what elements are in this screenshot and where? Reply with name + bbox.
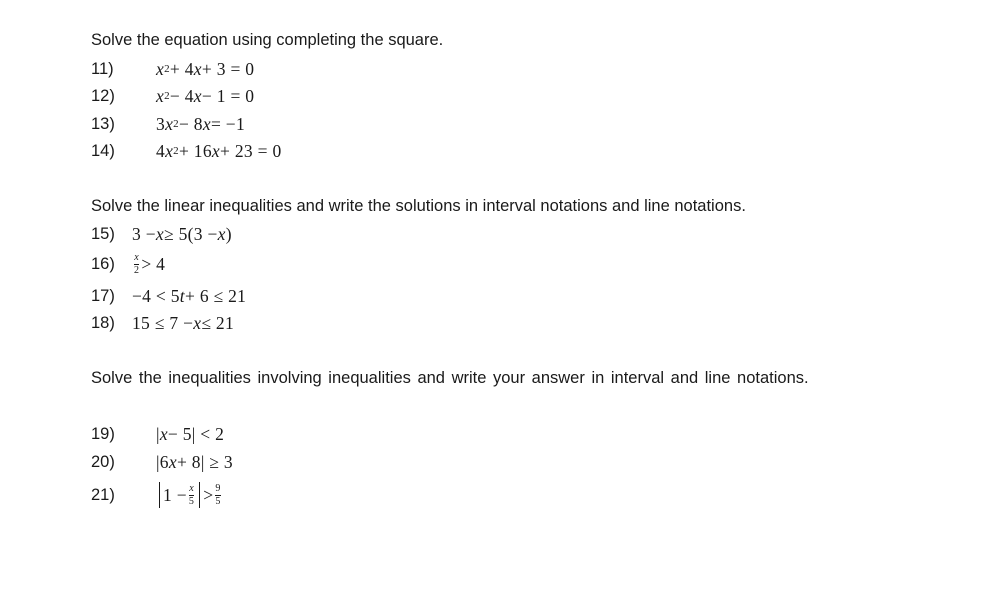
problem-expression: x 2 + 4 x + 3 = 0 (156, 58, 255, 79)
absolute-value-bar-right (199, 482, 200, 508)
problem-expression: 3 x 2 − 8 x = −1 (156, 113, 246, 134)
problem-expression: 4 x 2 + 16 x + 23 = 0 (156, 140, 282, 161)
problem-11 (91, 56, 255, 82)
problem-number: 14) (91, 141, 115, 160)
problem-21 (91, 482, 221, 508)
problem-16 (91, 251, 166, 277)
problem-expression: | x − 5| < 2 (156, 423, 225, 444)
section-2-heading: Solve the linear inequalities and write the solutions in interval notations and line notations. (91, 197, 746, 215)
problem-15 (91, 221, 232, 247)
problem-expression: x 2 − 4 x − 1 = 0 (156, 85, 255, 106)
problem-expression: −4 < 5 t + 6 ≤ 21 (132, 285, 247, 306)
problem-number: 11) (91, 59, 114, 78)
fraction: $\frac{x}{2}$ (134, 251, 140, 276)
problem-18 (91, 310, 235, 336)
problem-expression: 1 − $\frac{x}{5}$ > $\frac{9}{5}$ (156, 482, 223, 508)
section-3-heading: Solve the inequalities involving inequalities and write your answer in interval and line notations. (91, 369, 809, 387)
problem-number: 18) (91, 313, 115, 332)
fraction: $\frac{9}{5}$ (215, 482, 221, 507)
problem-number: 19) (91, 424, 115, 443)
problem-20 (91, 449, 233, 475)
problem-12 (91, 83, 255, 109)
problem-number: 15) (91, 224, 115, 243)
fraction: $\frac{x}{5}$ (188, 482, 195, 507)
problem-13 (91, 111, 246, 137)
problem-expression: 3 − x ≥ 5(3 − x ) (132, 223, 232, 244)
problem-number: 21) (91, 485, 115, 504)
problem-expression: $\frac{x}{2}$ > 4 (134, 251, 166, 276)
section-1-heading: Solve the equation using completing the square. (91, 31, 444, 49)
absolute-value-bar-left (159, 482, 160, 508)
problem-number: 12) (91, 86, 115, 105)
problem-number: 20) (91, 452, 115, 471)
problem-19 (91, 421, 225, 447)
problem-17 (91, 283, 247, 309)
problem-expression: |6 x + 8| ≥ 3 (156, 451, 233, 472)
problem-14 (91, 138, 282, 164)
problem-number: 17) (91, 286, 115, 305)
problem-expression: 15 ≤ 7 − x ≤ 21 (132, 312, 235, 333)
problem-number: 16) (91, 254, 115, 273)
problem-number: 13) (91, 114, 115, 133)
